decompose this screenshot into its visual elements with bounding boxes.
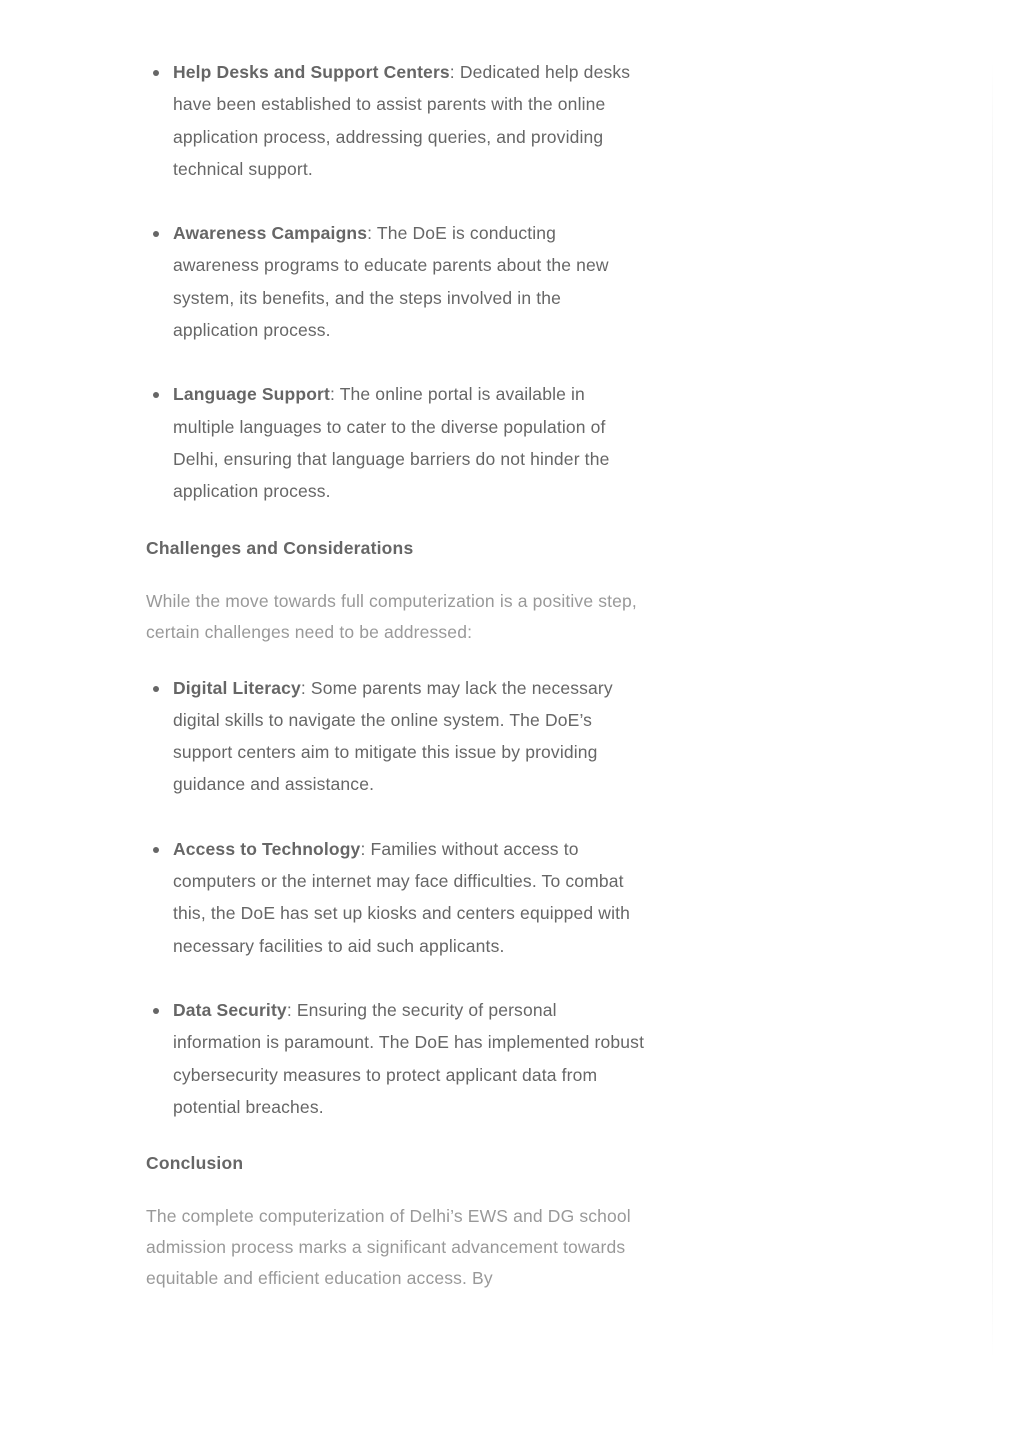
list-item-term: Data Security [173, 999, 287, 1020]
list-item-term: Awareness Campaigns [173, 223, 368, 244]
list-item-term: Help Desks and Support Centers [173, 62, 450, 82]
page-edge-divider [992, 60, 993, 1360]
list-item-term: Access to Technology [173, 838, 361, 859]
support-measures-list [146, 56, 646, 508]
bullet-dot-icon [153, 231, 159, 237]
list-item-text: : Families without access to computers or the internet may face difficulties. To combat this, the DoE has set up kiosks and centers equipped with necessary facilities to aid such applicants. [173, 838, 631, 956]
list-item-text: : Ensuring the security of personal information is paramount. The DoE has implemented robust cybersecurity measures to protect applicant data from potential breaches. [173, 999, 645, 1117]
challenges-intro: While the move towards full computerization is a positive step, certain challenges need to be addressed: [146, 590, 637, 642]
bullet-dot-icon [153, 392, 159, 398]
list-item [173, 378, 646, 507]
list-item-text: : The online portal is available in multiple languages to cater to the diverse population of Delhi, ensuring that language barriers do not hinder the application process. [173, 384, 610, 502]
bullet-dot-icon [153, 1008, 159, 1014]
conclusion-heading: Conclusion [146, 1153, 244, 1174]
list-item-text: : The DoE is conducting awareness programs to educate parents about the new system, its benefits, and the steps involved in the application process. [173, 223, 609, 341]
list-item [173, 833, 646, 962]
list-item-term: Language Support [173, 384, 330, 405]
list-item [173, 672, 646, 801]
bullet-dot-icon [153, 686, 159, 692]
list-item-text: : Dedicated help desks have been established to assist parents with the online application process, addressing queries, and providing technical support. [173, 62, 631, 179]
list-item [173, 994, 646, 1123]
list-item [173, 217, 646, 346]
list-item-term: Digital Literacy [173, 677, 301, 698]
conclusion-text: The complete computerization of Delhi’s EWS and DG school admission process marks a significant advancement towards equitable and efficient education access. By [146, 1206, 631, 1289]
article-body [146, 56, 646, 1318]
list-item [173, 56, 646, 185]
challenges-heading: Challenges and Considerations [146, 537, 414, 558]
list-item-text: : Some parents may lack the necessary digital skills to navigate the online system. The DoE’s support centers aim to mitigate this issue by providing guidance and assistance. [173, 677, 613, 795]
bullet-dot-icon [153, 847, 159, 853]
challenges-list [146, 672, 646, 1124]
bullet-dot-icon [153, 70, 159, 76]
